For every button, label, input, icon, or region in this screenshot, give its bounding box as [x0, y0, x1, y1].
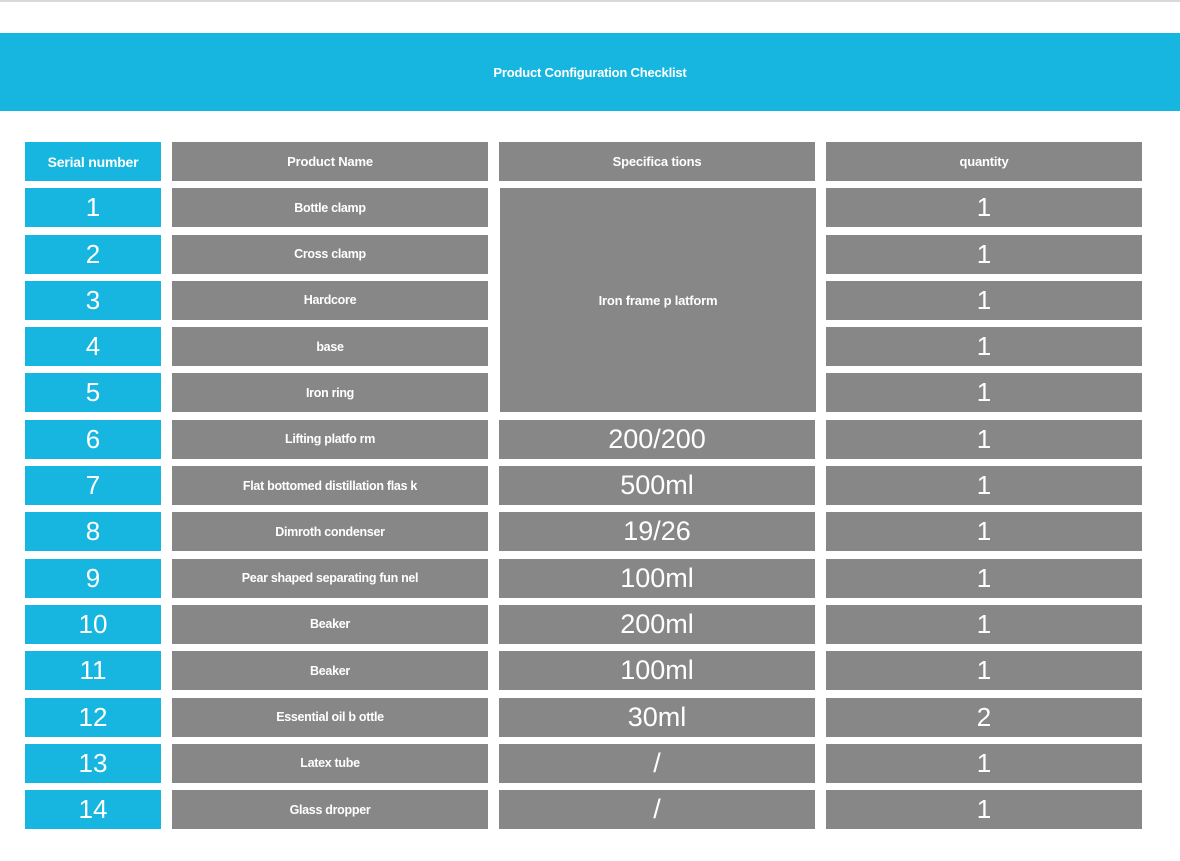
header-serial-number: Serial number: [25, 142, 161, 181]
serial-cell: 4: [25, 327, 161, 366]
spec-cell: /: [499, 744, 815, 783]
product-name-cell: Flat bottomed distillation flas k: [172, 466, 488, 505]
serial-cell: 1: [25, 188, 161, 227]
serial-cell: 7: [25, 466, 161, 505]
title-banner: [0, 33, 1180, 111]
serial-cell: 6: [25, 420, 161, 459]
spec-cell: 30ml: [499, 698, 815, 737]
product-name-cell: Latex tube: [172, 744, 488, 783]
spec-cell: /: [499, 790, 815, 829]
serial-cell: 8: [25, 512, 161, 551]
serial-cell: 3: [25, 281, 161, 320]
spec-cell: 500ml: [499, 466, 815, 505]
quantity-cell: 1: [826, 466, 1142, 505]
page-title: Product Configuration Checklist: [493, 64, 687, 80]
quantity-cell: 1: [826, 559, 1142, 598]
spec-cell: 200ml: [499, 605, 815, 644]
product-name-cell: Iron ring: [172, 373, 488, 412]
table-header-row: [25, 142, 1148, 181]
product-name-cell: Glass dropper: [172, 790, 488, 829]
quantity-cell: 1: [826, 373, 1142, 412]
product-name-cell: Hardcore: [172, 281, 488, 320]
quantity-cell: 1: [826, 281, 1142, 320]
serial-cell: 2: [25, 235, 161, 274]
product-name-cell: Bottle clamp: [172, 188, 488, 227]
table-row: [25, 698, 1148, 737]
quantity-cell: 1: [826, 790, 1142, 829]
table-row: [25, 605, 1148, 644]
header-product-name: Product Name: [172, 142, 488, 181]
product-name-cell: Pear shaped separating fun nel: [172, 559, 488, 598]
serial-cell: 5: [25, 373, 161, 412]
quantity-cell: 1: [826, 651, 1142, 690]
serial-cell: 9: [25, 559, 161, 598]
serial-cell: 12: [25, 698, 161, 737]
product-name-cell: Beaker: [172, 651, 488, 690]
quantity-cell: 1: [826, 744, 1142, 783]
quantity-cell: 1: [826, 327, 1142, 366]
header-specifications: Specifica tions: [499, 142, 815, 181]
quantity-cell: 1: [826, 235, 1142, 274]
table-row: [25, 466, 1148, 505]
serial-cell: 11: [25, 651, 161, 690]
spec-cell: 100ml: [499, 559, 815, 598]
table-row: [25, 790, 1148, 829]
quantity-cell: 1: [826, 420, 1142, 459]
quantity-cell: 1: [826, 512, 1142, 551]
table-row: [25, 559, 1148, 598]
table-row: [25, 512, 1148, 551]
table-row: [25, 420, 1148, 459]
table-row: [25, 744, 1148, 783]
merged-spec-cell: Iron frame p latform: [500, 188, 816, 412]
product-name-cell: Cross clamp: [172, 235, 488, 274]
serial-cell: 14: [25, 790, 161, 829]
spec-cell: 100ml: [499, 651, 815, 690]
product-name-cell: Essential oil b ottle: [172, 698, 488, 737]
product-name-cell: base: [172, 327, 488, 366]
table-row: [25, 651, 1148, 690]
header-quantity: quantity: [826, 142, 1142, 181]
product-name-cell: Beaker: [172, 605, 488, 644]
quantity-cell: 2: [826, 698, 1142, 737]
quantity-cell: 1: [826, 188, 1142, 227]
checklist-table: [25, 142, 1148, 836]
serial-cell: 13: [25, 744, 161, 783]
product-name-cell: Dimroth condenser: [172, 512, 488, 551]
product-name-cell: Lifting platfo rm: [172, 420, 488, 459]
serial-cell: 10: [25, 605, 161, 644]
quantity-cell: 1: [826, 605, 1142, 644]
top-divider: [0, 0, 1180, 2]
spec-cell: 19/26: [499, 512, 815, 551]
spec-cell: 200/200: [499, 420, 815, 459]
